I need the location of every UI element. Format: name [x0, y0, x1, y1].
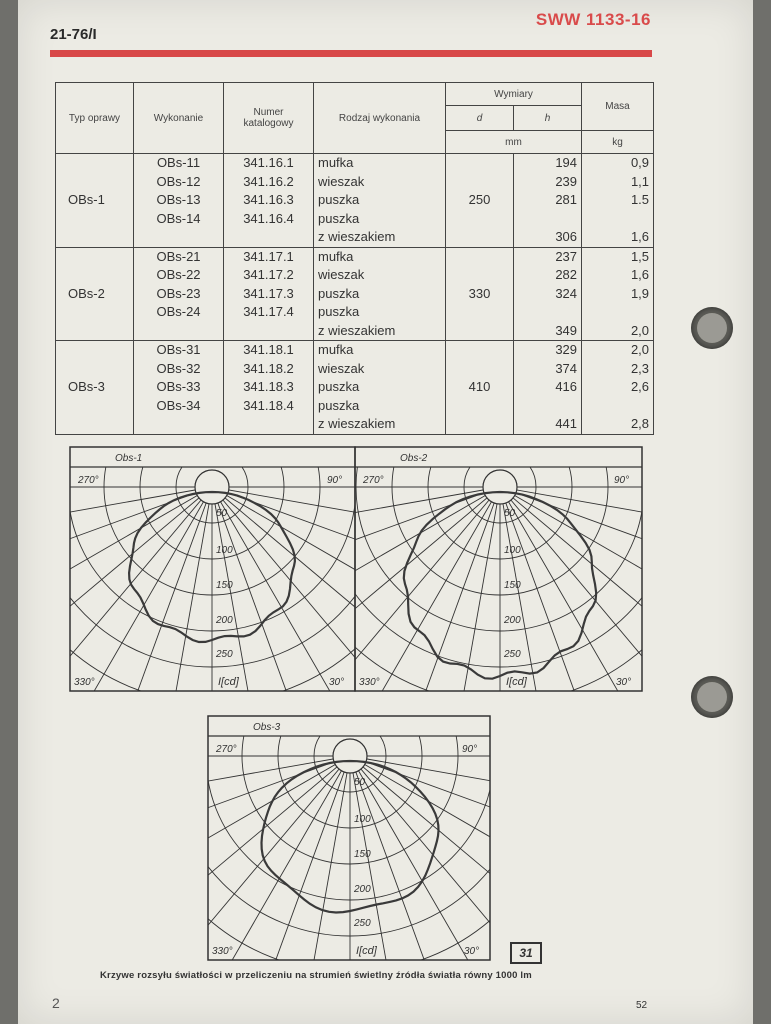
cell-numer: 341.18.1	[224, 341, 314, 360]
ring-label-4: 250	[354, 918, 371, 929]
cell-h: 237	[514, 247, 582, 266]
page-number: 52	[636, 1000, 648, 1011]
cell-typ: OBs-2	[56, 247, 134, 341]
cell-wykonanie: OBs-13	[134, 191, 224, 210]
cell-rodzaj: mufka	[314, 341, 446, 360]
cell-rodzaj: z wieszakiem	[314, 228, 446, 247]
cell-masa: 2,6	[582, 378, 654, 397]
angle-90-label: 90°	[462, 744, 478, 755]
cell-wykonanie: OBs-23	[134, 285, 224, 304]
polar-diagram-2	[0, 271, 771, 1024]
diagram-title: Obs-3	[253, 722, 281, 733]
angle-30-label: 30°	[616, 677, 632, 688]
cell-rodzaj: wieszak	[314, 266, 446, 285]
cell-h: 282	[514, 266, 582, 285]
cell-rodzaj: wieszak	[314, 360, 446, 379]
cell-h: 306	[514, 228, 582, 247]
diagram-title: Obs-1	[115, 453, 143, 464]
header-h: h	[514, 106, 582, 131]
document-code-right: SWW 1133-16	[535, 10, 651, 29]
ring-label-0: 50	[354, 777, 366, 788]
cell-numer: 341.17.3	[224, 285, 314, 304]
ring-label-4: 250	[216, 649, 233, 660]
cell-rodzaj: z wieszakiem	[314, 322, 446, 341]
header-numer: Numer katalogowy	[224, 83, 314, 154]
ring-label-1: 100	[354, 814, 371, 825]
polar-diagram-1	[0, 271, 771, 1024]
cell-d: 330	[446, 247, 514, 341]
cell-masa: 1,5	[582, 247, 654, 266]
ring-label-3: 200	[354, 884, 371, 895]
figure-number: 31	[510, 942, 542, 964]
corner-mark: 2	[52, 995, 60, 1011]
polar-diagram-3	[0, 540, 771, 1024]
cell-h: 329	[514, 341, 582, 360]
header-mm: mm	[446, 131, 582, 154]
cell-h: 416	[514, 378, 582, 397]
cell-wykonanie: OBs-12	[134, 173, 224, 192]
figure-caption: Krzywe rozsyłu światłości w przeliczeniu na strumień świetlny źródła światła równy 1000 lm	[100, 970, 532, 981]
cell-rodzaj: mufka	[314, 247, 446, 266]
cell-rodzaj: puszka	[314, 397, 446, 416]
diagram-title: Obs-2	[400, 453, 428, 464]
cell-d: 410	[446, 341, 514, 435]
cell-rodzaj: puszka	[314, 285, 446, 304]
ring-label-3: 200	[504, 615, 521, 626]
header-rodzaj: Rodzaj wykonania	[314, 83, 446, 154]
cell-numer: 341.18.3	[224, 378, 314, 397]
cell-typ: OBs-1	[56, 154, 134, 248]
cell-masa: 1,9	[582, 285, 654, 304]
intensity-unit-label: I[cd]	[506, 676, 527, 688]
cell-h: 194	[514, 154, 582, 173]
angle-270-label: 270°	[363, 475, 384, 486]
intensity-unit-label: I[cd]	[218, 676, 239, 688]
cell-wykonanie: OBs-34	[134, 397, 224, 416]
cell-d: 250	[446, 154, 514, 248]
angle-330-label: 330°	[359, 677, 380, 688]
cell-h: 374	[514, 360, 582, 379]
ring-label-2: 150	[216, 580, 233, 591]
cell-rodzaj: mufka	[314, 154, 446, 173]
cell-masa: 0,9	[582, 154, 654, 173]
cell-rodzaj: wieszak	[314, 173, 446, 192]
header-typ: Typ oprawy	[56, 83, 134, 154]
angle-330-label: 330°	[212, 946, 233, 957]
cell-masa: 1.5	[582, 191, 654, 210]
ring-label-1: 100	[216, 545, 233, 556]
cell-numer: 341.17.1	[224, 247, 314, 266]
angle-30-label: 30°	[464, 946, 480, 957]
ring-label-1: 100	[504, 545, 521, 556]
angle-90-label: 90°	[327, 475, 343, 486]
angle-90-label: 90°	[614, 475, 630, 486]
header-masa: Masa	[582, 83, 654, 131]
cell-numer: 341.16.3	[224, 191, 314, 210]
ring-label-0: 50	[216, 508, 228, 519]
ring-label-2: 150	[354, 849, 371, 860]
angle-270-label: 270°	[78, 475, 99, 486]
cell-wykonanie: OBs-33	[134, 378, 224, 397]
cell-wykonanie: OBs-31	[134, 341, 224, 360]
cell-h: 349	[514, 322, 582, 341]
angle-30-label: 30°	[329, 677, 345, 688]
cell-wykonanie: OBs-14	[134, 210, 224, 229]
cell-numer: 341.16.4	[224, 210, 314, 229]
ring-label-3: 200	[216, 615, 233, 626]
cell-wykonanie: OBs-22	[134, 266, 224, 285]
cell-wykonanie: OBs-32	[134, 360, 224, 379]
angle-330-label: 330°	[74, 677, 95, 688]
cell-numer: 341.18.2	[224, 360, 314, 379]
ring-label-0: 50	[504, 508, 516, 519]
header-wykonanie: Wykonanie	[134, 83, 224, 154]
cell-rodzaj: z wieszakiem	[314, 415, 446, 434]
cell-numer: 341.16.2	[224, 173, 314, 192]
cell-numer: 341.17.4	[224, 303, 314, 322]
cell-masa: 2,8	[582, 415, 654, 434]
header-kg: kg	[582, 131, 654, 154]
cell-rodzaj: puszka	[314, 378, 446, 397]
cell-h: 239	[514, 173, 582, 192]
cell-wykonanie: OBs-21	[134, 247, 224, 266]
cell-rodzaj: puszka	[314, 191, 446, 210]
intensity-unit-label: I[cd]	[356, 945, 377, 957]
cell-typ: OBs-3	[56, 341, 134, 435]
cell-h: 281	[514, 191, 582, 210]
cell-wykonanie: OBs-11	[134, 154, 224, 173]
cell-masa: 1,1	[582, 173, 654, 192]
cell-rodzaj: puszka	[314, 210, 446, 229]
cell-masa: 2,3	[582, 360, 654, 379]
cell-h: 441	[514, 415, 582, 434]
cell-numer: 341.17.2	[224, 266, 314, 285]
cell-h: 324	[514, 285, 582, 304]
angle-270-label: 270°	[216, 744, 237, 755]
cell-masa: 1,6	[582, 228, 654, 247]
cell-numer: 341.16.1	[224, 154, 314, 173]
document-code-left: 21-76/I	[50, 26, 97, 43]
cell-masa: 1,6	[582, 266, 654, 285]
ring-label-4: 250	[504, 649, 521, 660]
cell-masa: 2,0	[582, 322, 654, 341]
header-wymiary: Wymiary	[446, 83, 582, 106]
header-d: d	[446, 106, 514, 131]
cell-numer: 341.18.4	[224, 397, 314, 416]
cell-wykonanie: OBs-24	[134, 303, 224, 322]
ring-label-2: 150	[504, 580, 521, 591]
cell-rodzaj: puszka	[314, 303, 446, 322]
cell-masa: 2,0	[582, 341, 654, 360]
